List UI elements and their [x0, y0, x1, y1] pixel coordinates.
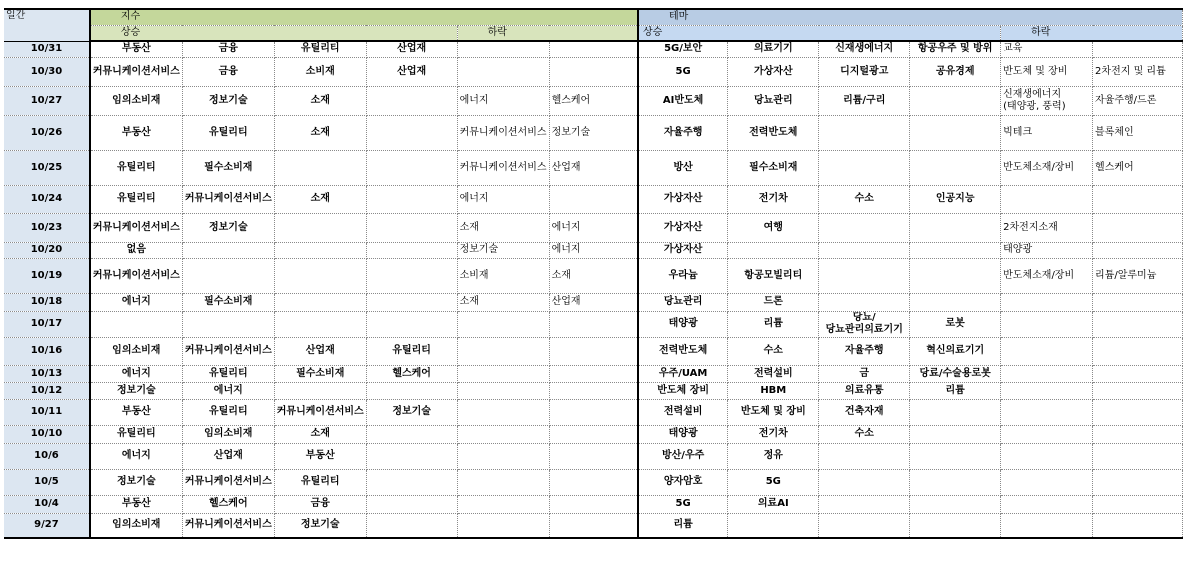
- theme-fall-cell: 블록체인: [1093, 115, 1183, 150]
- theme-rise-cell: 당뇨관리: [728, 86, 819, 115]
- date-cell: 10/27: [4, 86, 90, 115]
- theme-fall-cell: [1093, 213, 1183, 242]
- theme-fall-cell: [1093, 443, 1183, 469]
- index-rise-cell: [366, 150, 457, 185]
- theme-rise-cell: 수소: [819, 425, 910, 443]
- theme-fall-cell: [1093, 41, 1183, 57]
- index-rise-cell: 산업재: [274, 337, 366, 365]
- header-row-direction: [4, 25, 1183, 41]
- theme-rise-cell: [910, 213, 1001, 242]
- theme-rise-cell: [910, 150, 1001, 185]
- index-rise-cell: 정보기술: [90, 469, 182, 495]
- date-cell: 9/27: [4, 513, 90, 538]
- theme-rise-cell: 5G/보안: [638, 41, 728, 57]
- index-fall-cell: 커뮤니케이션서비스: [457, 115, 549, 150]
- date-cell: 10/19: [4, 258, 90, 293]
- date-cell: 10/25: [4, 150, 90, 185]
- theme-rise-cell: 방산/우주: [638, 443, 728, 469]
- date-cell: 10/30: [4, 57, 90, 86]
- theme-fall-cell: [1001, 185, 1093, 213]
- index-fall-cell: [457, 513, 549, 538]
- theme-rise-cell: 수소: [819, 185, 910, 213]
- index-rise-cell: [182, 242, 274, 258]
- table-row: [4, 213, 1183, 242]
- index-fall-cell: [549, 41, 638, 57]
- index-fall-cell: 정보기술: [457, 242, 549, 258]
- index-fall-cell: 소비재: [457, 258, 549, 293]
- index-rise-cell: 유틸리티: [274, 469, 366, 495]
- index-rise-cell: 정보기술: [182, 213, 274, 242]
- index-rise-cell: [274, 382, 366, 399]
- index-rise-cell: 소재: [274, 185, 366, 213]
- index-rise-cell: 헬스케어: [366, 365, 457, 382]
- theme-rise-cell: [819, 495, 910, 513]
- table-row: [4, 337, 1183, 365]
- index-rise-header: 상승: [90, 25, 457, 41]
- index-fall-cell: 소재: [457, 213, 549, 242]
- index-rise-cell: 산업재: [366, 41, 457, 57]
- index-rise-cell: [274, 213, 366, 242]
- index-rise-cell: 필수소비재: [182, 150, 274, 185]
- theme-rise-cell: [819, 293, 910, 311]
- theme-fall-cell: 2차전지소재: [1001, 213, 1093, 242]
- theme-rise-cell: 반도체 및 장비: [728, 399, 819, 425]
- index-fall-cell: [549, 495, 638, 513]
- theme-rise-cell: HBM: [728, 382, 819, 399]
- theme-rise-cell: 인공지능: [910, 185, 1001, 213]
- theme-rise-cell: 우라늄: [638, 258, 728, 293]
- theme-fall-cell: 태양광: [1001, 242, 1093, 258]
- sector-theme-table-container: [4, 8, 1183, 539]
- theme-rise-cell: [819, 513, 910, 538]
- theme-fall-header: 하락: [1001, 25, 1183, 41]
- index-rise-cell: 소재: [274, 425, 366, 443]
- theme-rise-cell: 항공우주 및 방위: [910, 41, 1001, 57]
- date-cell: 10/31: [4, 41, 90, 57]
- date-cell: 10/10: [4, 425, 90, 443]
- index-rise-cell: 필수소비재: [274, 365, 366, 382]
- index-rise-cell: [366, 242, 457, 258]
- theme-rise-cell: 우주/UAM: [638, 365, 728, 382]
- index-rise-cell: [366, 185, 457, 213]
- theme-fall-cell: 리튬/알루미늄: [1093, 258, 1183, 293]
- index-rise-cell: [274, 242, 366, 258]
- index-rise-cell: [366, 513, 457, 538]
- theme-rise-cell: 전력반도체: [638, 337, 728, 365]
- theme-rise-cell: 의료기기: [728, 41, 819, 57]
- theme-fall-cell: 2차전지 및 리튬: [1093, 57, 1183, 86]
- theme-rise-cell: [910, 443, 1001, 469]
- index-rise-cell: 에너지: [90, 365, 182, 382]
- theme-fall-cell: [1093, 425, 1183, 443]
- theme-fall-cell: [1093, 495, 1183, 513]
- theme-fall-cell: 교육: [1001, 41, 1093, 57]
- theme-rise-cell: 공유경제: [910, 57, 1001, 86]
- theme-fall-cell: 헬스케어: [1093, 150, 1183, 185]
- theme-rise-cell: 5G: [638, 495, 728, 513]
- theme-rise-cell: 방산: [638, 150, 728, 185]
- index-rise-cell: 커뮤니케이션서비스: [90, 213, 182, 242]
- index-fall-cell: [457, 495, 549, 513]
- index-rise-cell: [90, 311, 182, 337]
- index-rise-cell: 부동산: [274, 443, 366, 469]
- index-rise-cell: [366, 469, 457, 495]
- index-rise-cell: 정보기술: [182, 86, 274, 115]
- index-rise-cell: 금융: [274, 495, 366, 513]
- index-rise-cell: 부동산: [90, 495, 182, 513]
- index-fall-header: 하락: [457, 25, 638, 41]
- theme-rise-cell: 디지털광고: [819, 57, 910, 86]
- theme-rise-cell: 5G: [728, 469, 819, 495]
- index-fall-cell: 에너지: [457, 86, 549, 115]
- index-rise-cell: 에너지: [90, 443, 182, 469]
- index-fall-cell: 산업재: [549, 150, 638, 185]
- index-fall-cell: 커뮤니케이션서비스: [457, 150, 549, 185]
- theme-fall-cell: 빅테크: [1001, 115, 1093, 150]
- index-rise-cell: 유틸리티: [90, 185, 182, 213]
- index-fall-cell: [549, 185, 638, 213]
- theme-rise-cell: [910, 258, 1001, 293]
- table-row: [4, 365, 1183, 382]
- date-cell: 10/16: [4, 337, 90, 365]
- theme-fall-cell: [1001, 399, 1093, 425]
- theme-rise-cell: 전력설비: [638, 399, 728, 425]
- table-row: [4, 242, 1183, 258]
- date-cell: 10/20: [4, 242, 90, 258]
- theme-rise-cell: 혁신의료기기: [910, 337, 1001, 365]
- index-fall-cell: 에너지: [549, 242, 638, 258]
- theme-rise-cell: 리튬: [910, 382, 1001, 399]
- index-rise-cell: 산업재: [366, 57, 457, 86]
- theme-rise-cell: [819, 150, 910, 185]
- index-rise-cell: 정보기술: [274, 513, 366, 538]
- index-rise-cell: 유틸리티: [274, 41, 366, 57]
- index-fall-cell: [549, 399, 638, 425]
- theme-fall-cell: 자율주행/드론: [1093, 86, 1183, 115]
- theme-fall-cell: [1001, 443, 1093, 469]
- index-fall-cell: [457, 365, 549, 382]
- theme-rise-cell: [910, 242, 1001, 258]
- index-rise-cell: [274, 258, 366, 293]
- theme-fall-cell: [1001, 469, 1093, 495]
- theme-rise-cell: AI반도체: [638, 86, 728, 115]
- theme-fall-cell: 반도체 및 장비: [1001, 57, 1093, 86]
- theme-fall-cell: [1001, 495, 1093, 513]
- theme-rise-cell: 전력반도체: [728, 115, 819, 150]
- theme-fall-cell: [1093, 185, 1183, 213]
- date-cell: 10/6: [4, 443, 90, 469]
- index-fall-cell: [549, 513, 638, 538]
- date-cell: 10/26: [4, 115, 90, 150]
- index-rise-cell: 소비재: [274, 57, 366, 86]
- theme-rise-cell: [819, 213, 910, 242]
- table-row: [4, 469, 1183, 495]
- index-rise-cell: [182, 311, 274, 337]
- theme-rise-cell: [819, 443, 910, 469]
- date-cell: 10/24: [4, 185, 90, 213]
- theme-rise-cell: 의료유통: [819, 382, 910, 399]
- index-rise-cell: 금융: [182, 57, 274, 86]
- sector-theme-table: [4, 8, 1183, 539]
- index-rise-cell: 없음: [90, 242, 182, 258]
- theme-fall-cell: [1001, 425, 1093, 443]
- date-cell: 10/17: [4, 311, 90, 337]
- theme-rise-cell: [819, 258, 910, 293]
- theme-rise-cell: 신재생에너지: [819, 41, 910, 57]
- theme-rise-cell: 항공모빌리티: [728, 258, 819, 293]
- theme-fall-cell: 반도체소재/장비: [1001, 150, 1093, 185]
- index-rise-cell: [366, 382, 457, 399]
- index-fall-cell: 헬스케어: [549, 86, 638, 115]
- theme-rise-cell: 5G: [638, 57, 728, 86]
- theme-rise-cell: 가상자산: [638, 213, 728, 242]
- theme-rise-cell: [910, 425, 1001, 443]
- index-rise-cell: 헬스케어: [182, 495, 274, 513]
- index-rise-cell: 산업재: [182, 443, 274, 469]
- theme-rise-cell: 수소: [728, 337, 819, 365]
- index-rise-cell: 유틸리티: [90, 150, 182, 185]
- theme-rise-cell: 태양광: [638, 311, 728, 337]
- theme-fall-cell: [1093, 365, 1183, 382]
- index-fall-cell: 산업재: [549, 293, 638, 311]
- theme-rise-cell: 당뇨/당뇨관리의료기기: [819, 311, 910, 337]
- date-cell: 10/12: [4, 382, 90, 399]
- index-rise-cell: 임의소비재: [182, 425, 274, 443]
- index-rise-cell: 커뮤니케이션서비스: [90, 57, 182, 86]
- index-rise-cell: [366, 495, 457, 513]
- date-cell: 10/13: [4, 365, 90, 382]
- index-rise-cell: 부동산: [90, 41, 182, 57]
- index-rise-cell: 유틸리티: [366, 337, 457, 365]
- theme-rise-cell: [819, 242, 910, 258]
- theme-rise-cell: 전기차: [728, 185, 819, 213]
- index-rise-cell: [274, 150, 366, 185]
- index-fall-cell: [549, 337, 638, 365]
- table-row: [4, 150, 1183, 185]
- header-row-group: [4, 9, 1183, 25]
- period-header: 일간: [4, 9, 90, 41]
- index-rise-cell: [366, 258, 457, 293]
- table-row: [4, 86, 1183, 115]
- table-row: [4, 382, 1183, 399]
- theme-fall-cell: [1093, 337, 1183, 365]
- index-rise-cell: 정보기술: [90, 382, 182, 399]
- index-fall-cell: [457, 399, 549, 425]
- index-rise-cell: 커뮤니케이션서비스: [182, 469, 274, 495]
- index-fall-cell: [549, 382, 638, 399]
- theme-rise-cell: 자율주행: [638, 115, 728, 150]
- theme-fall-cell: [1093, 242, 1183, 258]
- theme-fall-cell: [1001, 382, 1093, 399]
- index-fall-cell: [457, 382, 549, 399]
- theme-rise-cell: 당뇨관리: [638, 293, 728, 311]
- index-rise-cell: [274, 293, 366, 311]
- index-fall-cell: [549, 311, 638, 337]
- table-row: [4, 57, 1183, 86]
- index-rise-cell: 소재: [274, 86, 366, 115]
- index-fall-cell: 에너지: [549, 213, 638, 242]
- theme-rise-cell: 금: [819, 365, 910, 382]
- index-fall-cell: [549, 469, 638, 495]
- index-rise-cell: 필수소비재: [182, 293, 274, 311]
- index-fall-cell: [457, 311, 549, 337]
- theme-rise-cell: 리튬: [638, 513, 728, 538]
- theme-rise-cell: [728, 242, 819, 258]
- theme-rise-cell: [910, 86, 1001, 115]
- theme-rise-cell: [910, 399, 1001, 425]
- theme-fall-cell: 신재생에너지(태양광, 풍력): [1001, 86, 1093, 115]
- theme-fall-cell: [1093, 293, 1183, 311]
- table-row: [4, 513, 1183, 538]
- theme-fall-cell: [1001, 311, 1093, 337]
- theme-fall-cell: [1001, 513, 1093, 538]
- theme-fall-cell: [1001, 293, 1093, 311]
- date-cell: 10/23: [4, 213, 90, 242]
- index-rise-cell: [366, 115, 457, 150]
- theme-rise-cell: 리튬/구리: [819, 86, 910, 115]
- index-rise-cell: 임의소비재: [90, 513, 182, 538]
- index-rise-cell: [366, 443, 457, 469]
- theme-header: 테마: [638, 9, 1183, 25]
- theme-rise-cell: 건축자재: [819, 399, 910, 425]
- index-fall-cell: 소재: [457, 293, 549, 311]
- index-rise-cell: 에너지: [90, 293, 182, 311]
- theme-rise-cell: [910, 513, 1001, 538]
- theme-rise-cell: 드론: [728, 293, 819, 311]
- index-rise-cell: [366, 86, 457, 115]
- theme-rise-cell: 의료AI: [728, 495, 819, 513]
- index-rise-cell: 유틸리티: [182, 115, 274, 150]
- table-row: [4, 115, 1183, 150]
- theme-rise-cell: 필수소비재: [728, 150, 819, 185]
- theme-fall-cell: 반도체소재/장비: [1001, 258, 1093, 293]
- index-fall-cell: 소재: [549, 258, 638, 293]
- index-fall-cell: [549, 425, 638, 443]
- theme-rise-cell: [910, 469, 1001, 495]
- theme-fall-cell: [1001, 365, 1093, 382]
- theme-rise-cell: 여행: [728, 213, 819, 242]
- table-row: [4, 425, 1183, 443]
- index-rise-cell: [274, 311, 366, 337]
- index-rise-cell: 커뮤니케이션서비스: [182, 337, 274, 365]
- index-fall-cell: [457, 41, 549, 57]
- theme-rise-cell: 정유: [728, 443, 819, 469]
- index-rise-cell: 유틸리티: [182, 365, 274, 382]
- index-fall-cell: [549, 365, 638, 382]
- index-fall-cell: [549, 443, 638, 469]
- theme-rise-cell: 가상자산: [638, 242, 728, 258]
- table-row: [4, 495, 1183, 513]
- theme-rise-cell: 전력설비: [728, 365, 819, 382]
- theme-fall-cell: [1093, 382, 1183, 399]
- index-fall-cell: [549, 57, 638, 86]
- index-fall-cell: 정보기술: [549, 115, 638, 150]
- theme-rise-cell: [910, 495, 1001, 513]
- table-row: [4, 185, 1183, 213]
- theme-rise-cell: 태양광: [638, 425, 728, 443]
- theme-rise-cell: [728, 513, 819, 538]
- index-rise-cell: 커뮤니케이션서비스: [274, 399, 366, 425]
- theme-rise-cell: [910, 293, 1001, 311]
- theme-fall-cell: [1093, 399, 1183, 425]
- theme-fall-cell: [1093, 311, 1183, 337]
- index-rise-cell: 소재: [274, 115, 366, 150]
- table-row: [4, 41, 1183, 57]
- table-row: [4, 443, 1183, 469]
- index-fall-cell: 에너지: [457, 185, 549, 213]
- date-cell: 10/5: [4, 469, 90, 495]
- index-rise-cell: [366, 293, 457, 311]
- index-rise-cell: 정보기술: [366, 399, 457, 425]
- theme-rise-cell: 양자암호: [638, 469, 728, 495]
- index-rise-cell: 금융: [182, 41, 274, 57]
- index-rise-cell: [366, 311, 457, 337]
- index-fall-cell: [457, 337, 549, 365]
- index-rise-cell: 유틸리티: [90, 425, 182, 443]
- date-cell: 10/11: [4, 399, 90, 425]
- theme-rise-cell: 당료/수술용로봇: [910, 365, 1001, 382]
- table-row: [4, 293, 1183, 311]
- theme-rise-cell: [819, 115, 910, 150]
- table-row: [4, 258, 1183, 293]
- index-rise-cell: 임의소비재: [90, 86, 182, 115]
- index-rise-cell: 임의소비재: [90, 337, 182, 365]
- theme-rise-cell: 자율주행: [819, 337, 910, 365]
- index-rise-cell: 커뮤니케이션서비스: [90, 258, 182, 293]
- table-row: [4, 399, 1183, 425]
- theme-rise-cell: 리튬: [728, 311, 819, 337]
- index-fall-cell: [457, 425, 549, 443]
- index-header: 지수: [90, 9, 638, 25]
- date-cell: 10/4: [4, 495, 90, 513]
- theme-rise-cell: 가상자산: [728, 57, 819, 86]
- index-rise-cell: 커뮤니케이션서비스: [182, 513, 274, 538]
- index-rise-cell: 에너지: [182, 382, 274, 399]
- index-fall-cell: [457, 443, 549, 469]
- index-fall-cell: [457, 469, 549, 495]
- theme-rise-cell: [819, 469, 910, 495]
- theme-rise-header: 상승: [638, 25, 1001, 41]
- theme-fall-cell: [1093, 469, 1183, 495]
- theme-rise-cell: 로봇: [910, 311, 1001, 337]
- index-rise-cell: [366, 213, 457, 242]
- index-rise-cell: 부동산: [90, 399, 182, 425]
- theme-rise-cell: 전기차: [728, 425, 819, 443]
- index-rise-cell: 부동산: [90, 115, 182, 150]
- theme-rise-cell: 가상자산: [638, 185, 728, 213]
- index-rise-cell: 유틸리티: [182, 399, 274, 425]
- theme-rise-cell: [910, 115, 1001, 150]
- date-cell: 10/18: [4, 293, 90, 311]
- theme-fall-cell: [1001, 337, 1093, 365]
- theme-fall-cell: [1093, 513, 1183, 538]
- index-rise-cell: [182, 258, 274, 293]
- index-rise-cell: 커뮤니케이션서비스: [182, 185, 274, 213]
- table-row: [4, 311, 1183, 337]
- index-fall-cell: [457, 57, 549, 86]
- theme-rise-cell: 반도체 장비: [638, 382, 728, 399]
- index-rise-cell: [366, 425, 457, 443]
